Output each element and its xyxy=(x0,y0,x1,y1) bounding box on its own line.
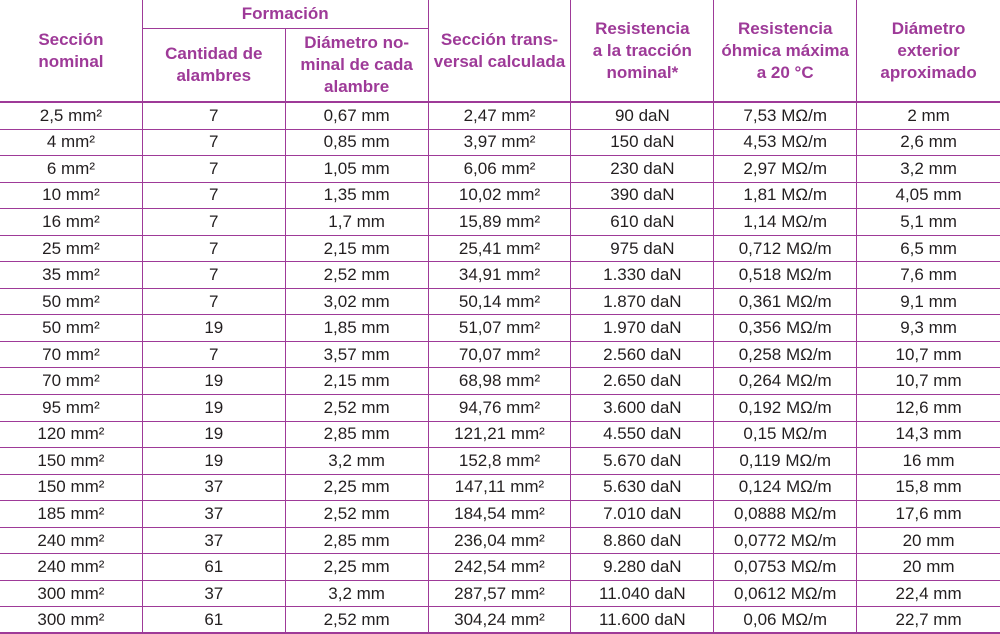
cell-seccion-nominal: 150 mm² xyxy=(0,448,143,475)
cell-resistencia-ohmica: 0,356 MΩ/m xyxy=(714,315,857,342)
cell-seccion-transversal: 2,47 mm² xyxy=(429,103,572,130)
cell-resistencia-traccion: 90 daN xyxy=(571,103,714,130)
cell-diametro-exterior: 10,7 mm xyxy=(857,368,1000,395)
header-diametro-alambre: Diámetro no- minal de cada alambre xyxy=(286,29,429,103)
cell-cantidad-alambres: 7 xyxy=(143,289,286,316)
cell-seccion-nominal: 2,5 mm² xyxy=(0,103,143,130)
cell-resistencia-ohmica: 0,15 MΩ/m xyxy=(714,422,857,449)
cell-diametro-alambre: 2,52 mm xyxy=(286,501,429,528)
cell-resistencia-ohmica: 0,0753 MΩ/m xyxy=(714,554,857,581)
cell-seccion-transversal: 6,06 mm² xyxy=(429,156,572,183)
cell-seccion-transversal: 147,11 mm² xyxy=(429,475,572,502)
cell-diametro-alambre: 0,85 mm xyxy=(286,130,429,157)
cell-diametro-alambre: 2,52 mm xyxy=(286,395,429,422)
cell-cantidad-alambres: 7 xyxy=(143,342,286,369)
cell-seccion-transversal: 34,91 mm² xyxy=(429,262,572,289)
cell-seccion-transversal: 121,21 mm² xyxy=(429,422,572,449)
cell-seccion-transversal: 304,24 mm² xyxy=(429,607,572,634)
cell-diametro-alambre: 2,52 mm xyxy=(286,262,429,289)
cell-resistencia-ohmica: 7,53 MΩ/m xyxy=(714,103,857,130)
cell-resistencia-traccion: 1.330 daN xyxy=(571,262,714,289)
cell-seccion-nominal: 10 mm² xyxy=(0,183,143,210)
cell-cantidad-alambres: 7 xyxy=(143,183,286,210)
cell-diametro-alambre: 1,85 mm xyxy=(286,315,429,342)
cell-seccion-transversal: 51,07 mm² xyxy=(429,315,572,342)
cell-seccion-nominal: 185 mm² xyxy=(0,501,143,528)
cell-diametro-exterior: 16 mm xyxy=(857,448,1000,475)
cell-diametro-alambre: 2,85 mm xyxy=(286,528,429,555)
cell-seccion-transversal: 236,04 mm² xyxy=(429,528,572,555)
cell-diametro-exterior: 5,1 mm xyxy=(857,209,1000,236)
cell-cantidad-alambres: 7 xyxy=(143,236,286,263)
header-resistencia-ohmica: Resistencia óhmica máxima a 20 °C xyxy=(714,0,857,103)
cell-diametro-exterior: 10,7 mm xyxy=(857,342,1000,369)
cell-diametro-alambre: 1,05 mm xyxy=(286,156,429,183)
cell-cantidad-alambres: 19 xyxy=(143,422,286,449)
cell-resistencia-traccion: 975 daN xyxy=(571,236,714,263)
cell-cantidad-alambres: 19 xyxy=(143,448,286,475)
cell-resistencia-ohmica: 0,258 MΩ/m xyxy=(714,342,857,369)
cell-diametro-alambre: 2,52 mm xyxy=(286,607,429,634)
cell-resistencia-traccion: 5.630 daN xyxy=(571,475,714,502)
cell-diametro-alambre: 2,85 mm xyxy=(286,422,429,449)
cell-diametro-exterior: 22,7 mm xyxy=(857,607,1000,634)
cell-resistencia-traccion: 2.650 daN xyxy=(571,368,714,395)
cell-cantidad-alambres: 7 xyxy=(143,103,286,130)
cell-seccion-transversal: 94,76 mm² xyxy=(429,395,572,422)
cell-seccion-nominal: 70 mm² xyxy=(0,368,143,395)
cell-resistencia-ohmica: 0,264 MΩ/m xyxy=(714,368,857,395)
cell-diametro-alambre: 2,25 mm xyxy=(286,554,429,581)
cell-diametro-exterior: 2,6 mm xyxy=(857,130,1000,157)
cell-resistencia-ohmica: 2,97 MΩ/m xyxy=(714,156,857,183)
cell-seccion-transversal: 3,97 mm² xyxy=(429,130,572,157)
cell-resistencia-traccion: 1.870 daN xyxy=(571,289,714,316)
cell-seccion-nominal: 120 mm² xyxy=(0,422,143,449)
cell-resistencia-traccion: 11.040 daN xyxy=(571,581,714,608)
cell-resistencia-ohmica: 0,0772 MΩ/m xyxy=(714,528,857,555)
cell-cantidad-alambres: 61 xyxy=(143,554,286,581)
cell-diametro-exterior: 3,2 mm xyxy=(857,156,1000,183)
cell-resistencia-ohmica: 0,518 MΩ/m xyxy=(714,262,857,289)
cell-cantidad-alambres: 19 xyxy=(143,368,286,395)
cell-diametro-alambre: 3,02 mm xyxy=(286,289,429,316)
cell-cantidad-alambres: 61 xyxy=(143,607,286,634)
cell-seccion-nominal: 50 mm² xyxy=(0,289,143,316)
cell-seccion-transversal: 68,98 mm² xyxy=(429,368,572,395)
cell-diametro-exterior: 22,4 mm xyxy=(857,581,1000,608)
cell-diametro-exterior: 4,05 mm xyxy=(857,183,1000,210)
cell-diametro-alambre: 1,7 mm xyxy=(286,209,429,236)
cell-seccion-nominal: 300 mm² xyxy=(0,607,143,634)
header-seccion-nominal: Sección nominal xyxy=(0,0,143,103)
cell-diametro-exterior: 15,8 mm xyxy=(857,475,1000,502)
cell-seccion-nominal: 70 mm² xyxy=(0,342,143,369)
cell-resistencia-ohmica: 0,0612 MΩ/m xyxy=(714,581,857,608)
cell-resistencia-traccion: 4.550 daN xyxy=(571,422,714,449)
cell-resistencia-traccion: 610 daN xyxy=(571,209,714,236)
cell-seccion-nominal: 240 mm² xyxy=(0,528,143,555)
cell-cantidad-alambres: 37 xyxy=(143,475,286,502)
cell-resistencia-ohmica: 0,712 MΩ/m xyxy=(714,236,857,263)
cell-diametro-exterior: 14,3 mm xyxy=(857,422,1000,449)
cell-diametro-exterior: 6,5 mm xyxy=(857,236,1000,263)
cell-cantidad-alambres: 19 xyxy=(143,395,286,422)
cell-cantidad-alambres: 7 xyxy=(143,209,286,236)
cell-seccion-nominal: 6 mm² xyxy=(0,156,143,183)
header-diametro-exterior: Diámetro exterior aproximado xyxy=(857,0,1000,103)
cell-seccion-transversal: 15,89 mm² xyxy=(429,209,572,236)
cell-resistencia-ohmica: 4,53 MΩ/m xyxy=(714,130,857,157)
cell-cantidad-alambres: 37 xyxy=(143,528,286,555)
cell-diametro-exterior: 17,6 mm xyxy=(857,501,1000,528)
header-resistencia-traccion: Resistencia a la tracción nominal* xyxy=(571,0,714,103)
cell-cantidad-alambres: 7 xyxy=(143,156,286,183)
cell-seccion-nominal: 16 mm² xyxy=(0,209,143,236)
cell-seccion-transversal: 70,07 mm² xyxy=(429,342,572,369)
cell-seccion-nominal: 25 mm² xyxy=(0,236,143,263)
cell-resistencia-traccion: 9.280 daN xyxy=(571,554,714,581)
cell-diametro-alambre: 2,15 mm xyxy=(286,236,429,263)
cell-resistencia-traccion: 11.600 daN xyxy=(571,607,714,634)
cell-diametro-exterior: 20 mm xyxy=(857,528,1000,555)
cell-diametro-alambre: 0,67 mm xyxy=(286,103,429,130)
cell-diametro-exterior: 9,3 mm xyxy=(857,315,1000,342)
cell-resistencia-ohmica: 1,14 MΩ/m xyxy=(714,209,857,236)
cell-seccion-transversal: 184,54 mm² xyxy=(429,501,572,528)
cell-diametro-exterior: 9,1 mm xyxy=(857,289,1000,316)
cell-cantidad-alambres: 37 xyxy=(143,501,286,528)
cell-seccion-transversal: 10,02 mm² xyxy=(429,183,572,210)
cell-diametro-alambre: 2,15 mm xyxy=(286,368,429,395)
cell-resistencia-traccion: 390 daN xyxy=(571,183,714,210)
cell-diametro-exterior: 20 mm xyxy=(857,554,1000,581)
cell-resistencia-traccion: 5.670 daN xyxy=(571,448,714,475)
cell-cantidad-alambres: 7 xyxy=(143,262,286,289)
cell-diametro-alambre: 3,57 mm xyxy=(286,342,429,369)
cell-resistencia-traccion: 3.600 daN xyxy=(571,395,714,422)
cell-resistencia-ohmica: 0,124 MΩ/m xyxy=(714,475,857,502)
header-formacion: Formación xyxy=(143,0,429,29)
cell-seccion-nominal: 150 mm² xyxy=(0,475,143,502)
cell-diametro-alambre: 3,2 mm xyxy=(286,581,429,608)
cell-diametro-alambre: 1,35 mm xyxy=(286,183,429,210)
cell-seccion-nominal: 300 mm² xyxy=(0,581,143,608)
cell-resistencia-ohmica: 0,119 MΩ/m xyxy=(714,448,857,475)
cell-resistencia-ohmica: 1,81 MΩ/m xyxy=(714,183,857,210)
cell-cantidad-alambres: 7 xyxy=(143,130,286,157)
cell-diametro-exterior: 2 mm xyxy=(857,103,1000,130)
header-cantidad-alambres: Cantidad de alambres xyxy=(143,29,286,103)
cell-resistencia-ohmica: 0,06 MΩ/m xyxy=(714,607,857,634)
cell-seccion-nominal: 240 mm² xyxy=(0,554,143,581)
cell-resistencia-ohmica: 0,192 MΩ/m xyxy=(714,395,857,422)
cell-cantidad-alambres: 19 xyxy=(143,315,286,342)
cell-seccion-transversal: 242,54 mm² xyxy=(429,554,572,581)
cell-seccion-transversal: 50,14 mm² xyxy=(429,289,572,316)
cell-seccion-nominal: 35 mm² xyxy=(0,262,143,289)
cell-seccion-transversal: 152,8 mm² xyxy=(429,448,572,475)
cell-resistencia-traccion: 230 daN xyxy=(571,156,714,183)
cell-seccion-transversal: 287,57 mm² xyxy=(429,581,572,608)
cell-resistencia-traccion: 1.970 daN xyxy=(571,315,714,342)
cell-resistencia-ohmica: 0,0888 MΩ/m xyxy=(714,501,857,528)
cell-cantidad-alambres: 37 xyxy=(143,581,286,608)
cell-diametro-alambre: 2,25 mm xyxy=(286,475,429,502)
cell-diametro-alambre: 3,2 mm xyxy=(286,448,429,475)
cell-resistencia-traccion: 7.010 daN xyxy=(571,501,714,528)
header-seccion-transversal: Sección trans- versal calculada xyxy=(429,0,572,103)
cell-seccion-nominal: 4 mm² xyxy=(0,130,143,157)
cell-seccion-nominal: 95 mm² xyxy=(0,395,143,422)
cell-diametro-exterior: 12,6 mm xyxy=(857,395,1000,422)
cell-seccion-transversal: 25,41 mm² xyxy=(429,236,572,263)
cell-diametro-exterior: 7,6 mm xyxy=(857,262,1000,289)
cell-resistencia-traccion: 8.860 daN xyxy=(571,528,714,555)
cell-resistencia-traccion: 150 daN xyxy=(571,130,714,157)
cell-resistencia-traccion: 2.560 daN xyxy=(571,342,714,369)
cell-resistencia-ohmica: 0,361 MΩ/m xyxy=(714,289,857,316)
cell-seccion-nominal: 50 mm² xyxy=(0,315,143,342)
